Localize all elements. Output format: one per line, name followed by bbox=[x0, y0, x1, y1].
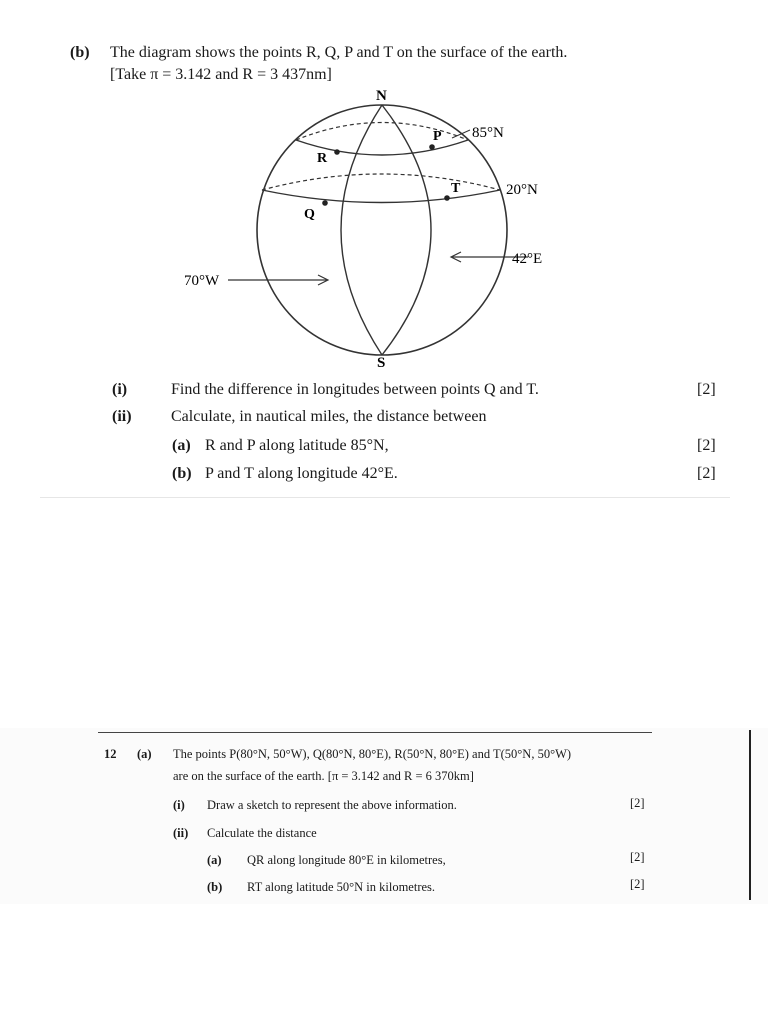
point-t bbox=[444, 195, 450, 201]
label-q: Q bbox=[304, 207, 315, 222]
question-number: 12 bbox=[104, 747, 117, 761]
q12-part-label: (a) bbox=[137, 747, 152, 761]
subpart-i-marks: [2] bbox=[697, 381, 716, 398]
q12-i-marks: [2] bbox=[630, 796, 645, 810]
point-q bbox=[322, 200, 328, 206]
label-s: S bbox=[377, 355, 386, 371]
subpart-iia-label: (a) bbox=[172, 437, 191, 454]
margin-line bbox=[749, 730, 751, 900]
q12-iia-label: (a) bbox=[207, 853, 222, 867]
latitude-20-back bbox=[262, 174, 500, 190]
label-r: R bbox=[317, 151, 328, 166]
label-70w: 70°W bbox=[184, 273, 220, 289]
q12-iib-label: (b) bbox=[207, 880, 223, 894]
subpart-i-text: Find the difference in longitudes between points Q and T. bbox=[171, 381, 539, 398]
q12-iib-marks: [2] bbox=[630, 877, 645, 891]
q12-iia-text: QR along longitude 80°E in kilometres, bbox=[247, 853, 446, 867]
latitude-85-back bbox=[296, 123, 468, 141]
question-stem: The diagram shows the points R, Q, P and T on the surface of the earth. bbox=[110, 44, 568, 61]
subpart-ii-text: Calculate, in nautical miles, the distance between bbox=[171, 408, 487, 425]
q12-ii-text: Calculate the distance bbox=[207, 826, 317, 840]
meridian-70w bbox=[341, 105, 382, 355]
meridian-42e bbox=[382, 105, 431, 355]
earth-diagram bbox=[0, 80, 768, 380]
top-rule bbox=[98, 732, 652, 733]
label-20n: 20°N bbox=[506, 182, 538, 198]
q12-i-text: Draw a sketch to represent the above information. bbox=[207, 798, 457, 812]
q12-iia-marks: [2] bbox=[630, 850, 645, 864]
label-t: T bbox=[451, 181, 461, 196]
label-85n: 85°N bbox=[472, 125, 504, 141]
subpart-iib-label: (b) bbox=[172, 465, 192, 482]
q12-stem-line2: are on the surface of the earth. [π = 3.142 and R = 6 370km] bbox=[173, 769, 474, 783]
label-n: N bbox=[376, 88, 387, 104]
part-label: (b) bbox=[70, 44, 90, 61]
q12-i-label: (i) bbox=[173, 798, 185, 812]
point-p bbox=[429, 144, 435, 150]
point-r bbox=[334, 149, 340, 155]
given-constants: [Take π = 3.142 and R = 3 437nm] bbox=[110, 66, 332, 83]
earth-circle bbox=[257, 105, 507, 355]
subpart-ii-label: (ii) bbox=[112, 408, 132, 425]
q12-stem-line1: The points P(80°N, 50°W), Q(80°N, 80°E), R(50°N, 80°E) and T(50°N, 50°W) bbox=[173, 747, 572, 761]
q12-ii-label: (ii) bbox=[173, 826, 189, 840]
subpart-i-label: (i) bbox=[112, 381, 128, 398]
label-p: P bbox=[433, 129, 442, 144]
subpart-iia-marks: [2] bbox=[697, 437, 716, 454]
label-42e: 42°E bbox=[512, 251, 543, 267]
divider bbox=[40, 497, 730, 498]
subpart-iib-marks: [2] bbox=[697, 465, 716, 482]
latitude-20-front bbox=[262, 190, 500, 203]
subpart-iia-text: R and P along latitude 85°N, bbox=[205, 437, 389, 454]
subpart-iib-text: P and T along longitude 42°E. bbox=[205, 465, 398, 482]
q12-iib-text: RT along latitude 50°N in kilometres. bbox=[247, 880, 436, 894]
